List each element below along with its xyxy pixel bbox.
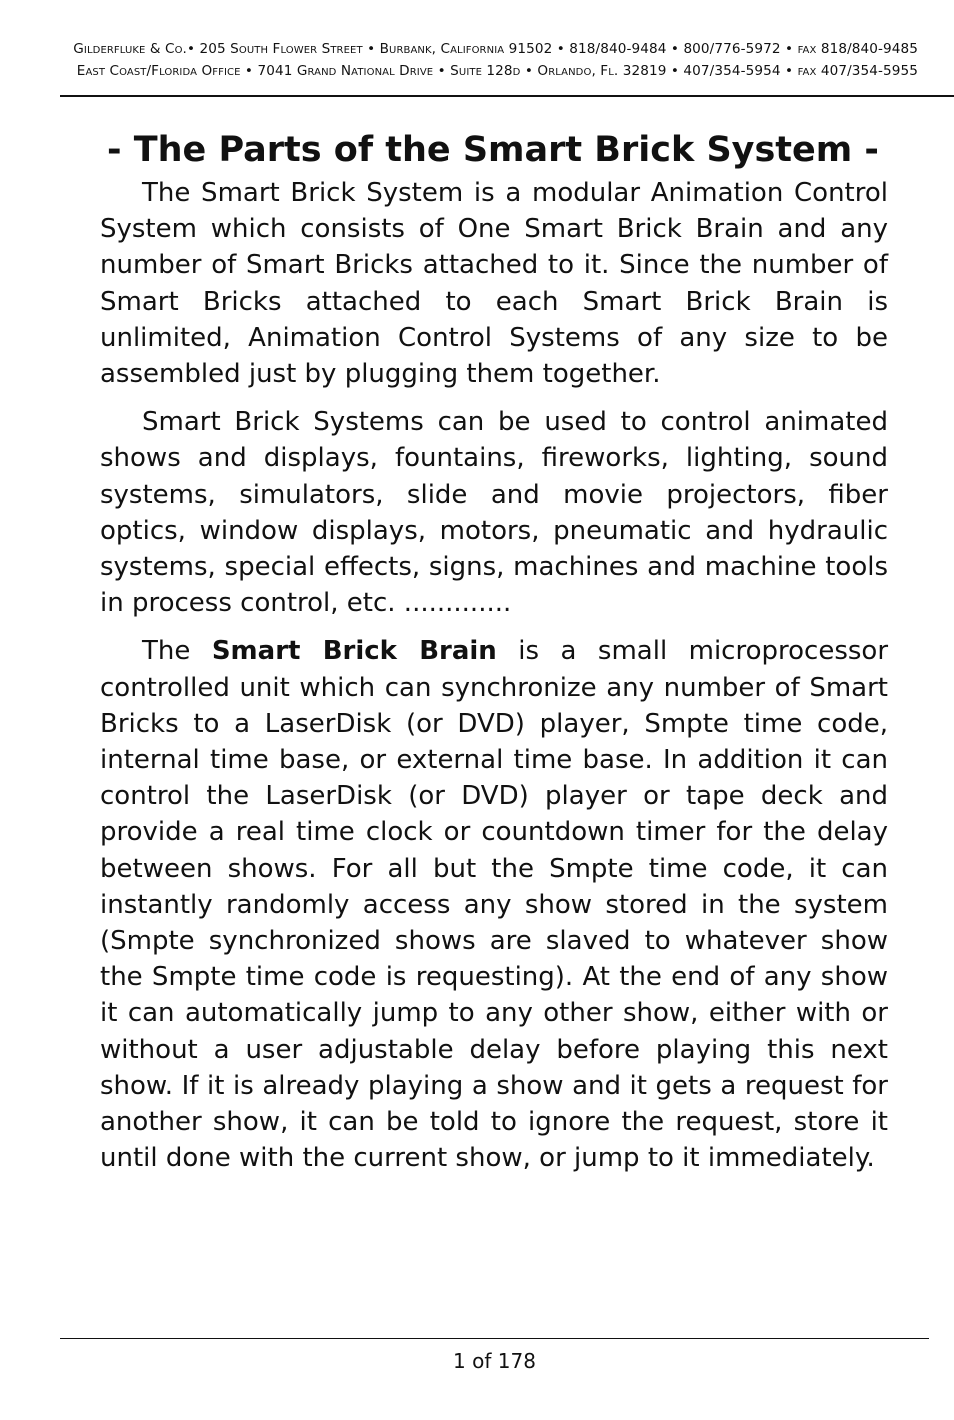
footer-divider bbox=[60, 1338, 929, 1339]
header-divider bbox=[60, 95, 954, 97]
page-title: - The Parts of the Smart Brick System - bbox=[107, 130, 879, 170]
paragraph-intro: The Smart Brick System is a modular Animation Control System which consists of One Smart Brick Brain and any number of Smart Bricks attached to it. Since the number of Smart Bricks attached to each Smart Brick Brain is unlimited, Animation Control Systems of any size to be assembled just by plugging them together. bbox=[100, 178, 888, 390]
letterhead-east-coast-office: East Coast/Florida Office • 7041 Grand National Drive • Suite 128d • Orlando, Fl. 32819 • 407/354-5954 • fax 407/354-5955 bbox=[76, 63, 918, 79]
smart-brick-brain-term: Smart Brick Brain bbox=[211, 636, 497, 667]
paragraph-uses: Smart Brick Systems can be used to control animated shows and displays, fountains, fireworks, lighting, sound systems, simulators, slide and movie projectors, fiber optics, window displays, motors, pneumatic and hydraulic systems, special effects, signs, machines and machine tools in process control, etc. ............. bbox=[100, 407, 888, 619]
paragraph-brain-text: is a small microprocessor controlled unit which can synchronize any number of Smart Bricks to a LaserDisk (or DVD) player, Smpte time code, internal time base, or external time base. In addition it can control the LaserDisk (or DVD) player or tape deck and provide a real time clock or countdown timer for the delay between shows. For all but the Smpte time code, it can instantly randomly access any show stored in the system (Smpte synchronized shows are slaved to whatever show the Smpte time code is requesting). At the end of any show it can automatically jump to any other show, either with or without a user adjustable delay before playing this next show. If it is already playing a show and it gets a request for another show, it can be told to ignore the request, store it until done with the current show, or jump to it immediately. bbox=[100, 636, 889, 1174]
page-number: 1 of 178 bbox=[453, 1349, 536, 1373]
paragraph-brain-lead: The bbox=[142, 636, 191, 667]
letterhead bbox=[60, 38, 918, 82]
letterhead-main-office: Gilderfluke & Co.• 205 South Flower Street • Burbank, California 91502 • 818/840-9484 • 800/776-5972 • fax 818/840-9485 bbox=[73, 41, 918, 57]
body-text bbox=[100, 175, 888, 1188]
paragraph-brain bbox=[100, 633, 888, 1176]
